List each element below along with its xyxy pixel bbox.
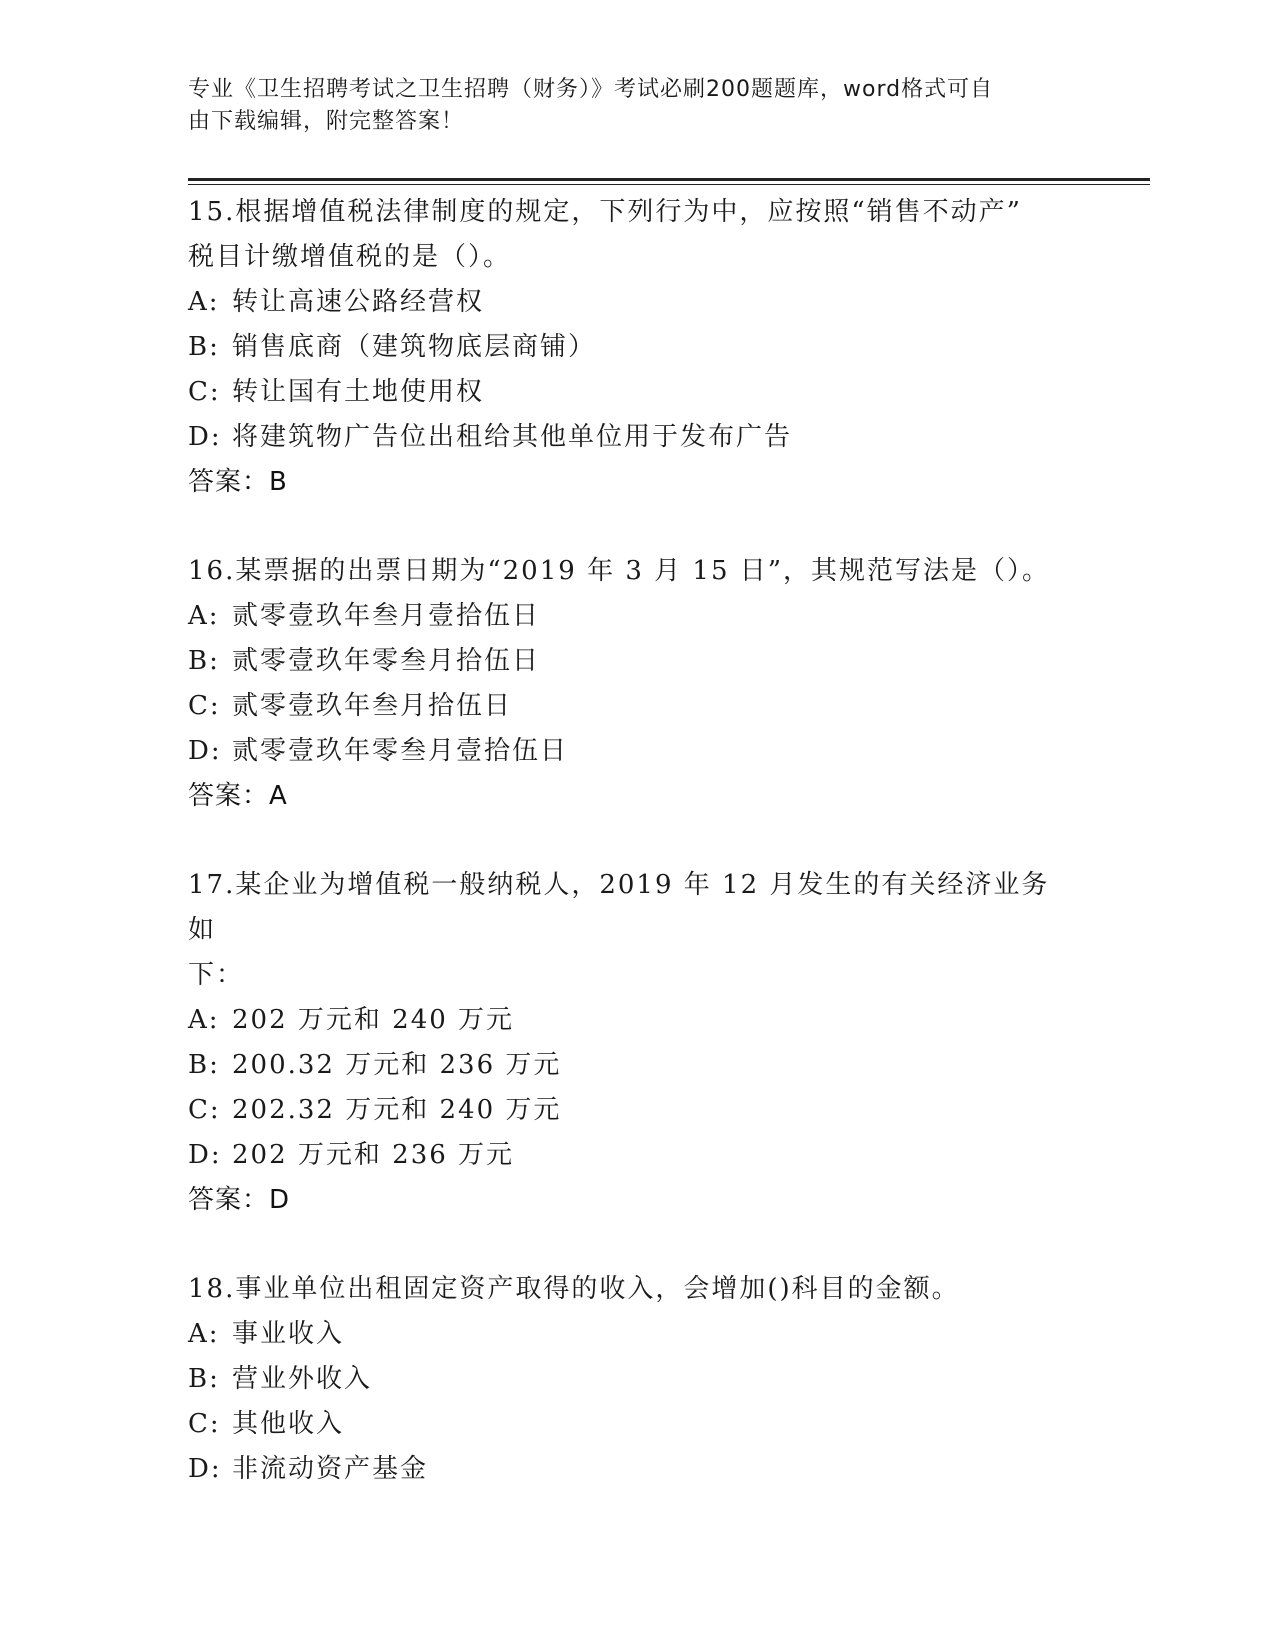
- option-c: [188, 370, 1088, 415]
- question-spacer: [188, 505, 1088, 549]
- option-b: [188, 1357, 1088, 1402]
- question-text-line-1: 17.某企业为增值税一般纳税人，2019 年 12 月发生的有关经济业务如: [188, 870, 1050, 945]
- option-text: 贰零壹玖年零叁月壹拾伍日: [232, 736, 569, 766]
- option-d: [188, 1133, 1088, 1178]
- option-d: [188, 415, 1088, 460]
- option-text: 202.32 万元和 240 万元: [232, 1095, 562, 1125]
- option-b: [188, 639, 1088, 684]
- header-line-1: 专业《卫生招聘考试之卫生招聘（财务）》考试必刷200题题库，word格式可自: [188, 77, 994, 102]
- header-divider-thick: [188, 178, 1150, 181]
- option-letter: B:: [188, 332, 220, 362]
- option-text: 202 万元和 236 万元: [232, 1140, 515, 1170]
- option-d: [188, 1447, 1088, 1492]
- option-a: [188, 998, 1088, 1043]
- answer-label: 答案：D: [188, 1185, 291, 1215]
- question-text: [188, 190, 1068, 280]
- option-letter: A:: [188, 1319, 220, 1349]
- question-18: [188, 1267, 1088, 1492]
- question-text-line-1: 16.某票据的出票日期为“2019 年 3 月 15 日”，其规范写法是（）。: [188, 556, 1051, 586]
- option-text: 销售底商（建筑物底层商铺）: [232, 332, 597, 362]
- question-16: [188, 549, 1088, 819]
- option-text: 200.32 万元和 236 万元: [232, 1050, 562, 1080]
- option-letter: D:: [188, 736, 222, 766]
- answer-label: 答案：B: [188, 467, 288, 497]
- option-d: [188, 729, 1088, 774]
- option-letter: B:: [188, 1050, 220, 1080]
- option-text: 202 万元和 240 万元: [232, 1005, 515, 1035]
- option-c: [188, 684, 1088, 729]
- option-text: 营业外收入: [232, 1364, 373, 1394]
- question-text: [188, 1267, 1068, 1312]
- option-text: 事业收入: [232, 1319, 345, 1349]
- option-a: [188, 280, 1088, 325]
- option-c: [188, 1402, 1088, 1447]
- option-text: 其他收入: [232, 1409, 345, 1439]
- option-b: [188, 1043, 1088, 1088]
- header-divider-thin: [188, 184, 1150, 185]
- option-text: 转让高速公路经营权: [232, 287, 485, 317]
- question-17: [188, 863, 1088, 1223]
- option-letter: D:: [188, 422, 222, 452]
- option-letter: B:: [188, 1364, 220, 1394]
- question-text: [188, 863, 1068, 998]
- question-text-line-1: 18.事业单位出租固定资产取得的收入，会增加()科目的金额。: [188, 1274, 960, 1304]
- option-text: 贰零壹玖年叁月壹拾伍日: [232, 601, 541, 631]
- option-letter: D:: [188, 1140, 222, 1170]
- option-b: [188, 325, 1088, 370]
- option-text: 贰零壹玖年叁月拾伍日: [232, 691, 513, 721]
- header-line-2: 由下载编辑，附完整答案！: [188, 109, 465, 134]
- option-a: [188, 1312, 1088, 1357]
- option-text: 非流动资产基金: [232, 1454, 429, 1484]
- question-text: [188, 549, 1068, 594]
- question-list: [188, 190, 1088, 1492]
- question-text-line-2: 下：: [188, 960, 245, 990]
- option-letter: D:: [188, 1454, 222, 1484]
- option-c: [188, 1088, 1088, 1133]
- answer-label: 答案：A: [188, 781, 288, 811]
- option-text: 将建筑物广告位出租给其他单位用于发布广告: [232, 422, 793, 452]
- option-letter: C:: [188, 1095, 221, 1125]
- question-spacer: [188, 1223, 1088, 1267]
- question-15: [188, 190, 1088, 505]
- document-header: [188, 74, 1068, 138]
- option-text: 转让国有土地使用权: [232, 377, 485, 407]
- option-letter: C:: [188, 1409, 221, 1439]
- option-letter: B:: [188, 646, 220, 676]
- question-spacer: [188, 819, 1088, 863]
- question-text-line-1: 15.根据增值税法律制度的规定，下列行为中，应按照“销售不动产”: [188, 197, 1022, 227]
- option-letter: C:: [188, 377, 221, 407]
- option-text: 贰零壹玖年零叁月拾伍日: [232, 646, 541, 676]
- option-a: [188, 594, 1088, 639]
- question-text-line-2: 税目计缴增值税的是（）。: [188, 242, 512, 272]
- option-letter: A:: [188, 287, 220, 317]
- option-letter: C:: [188, 691, 221, 721]
- option-letter: A:: [188, 1005, 220, 1035]
- option-letter: A:: [188, 601, 220, 631]
